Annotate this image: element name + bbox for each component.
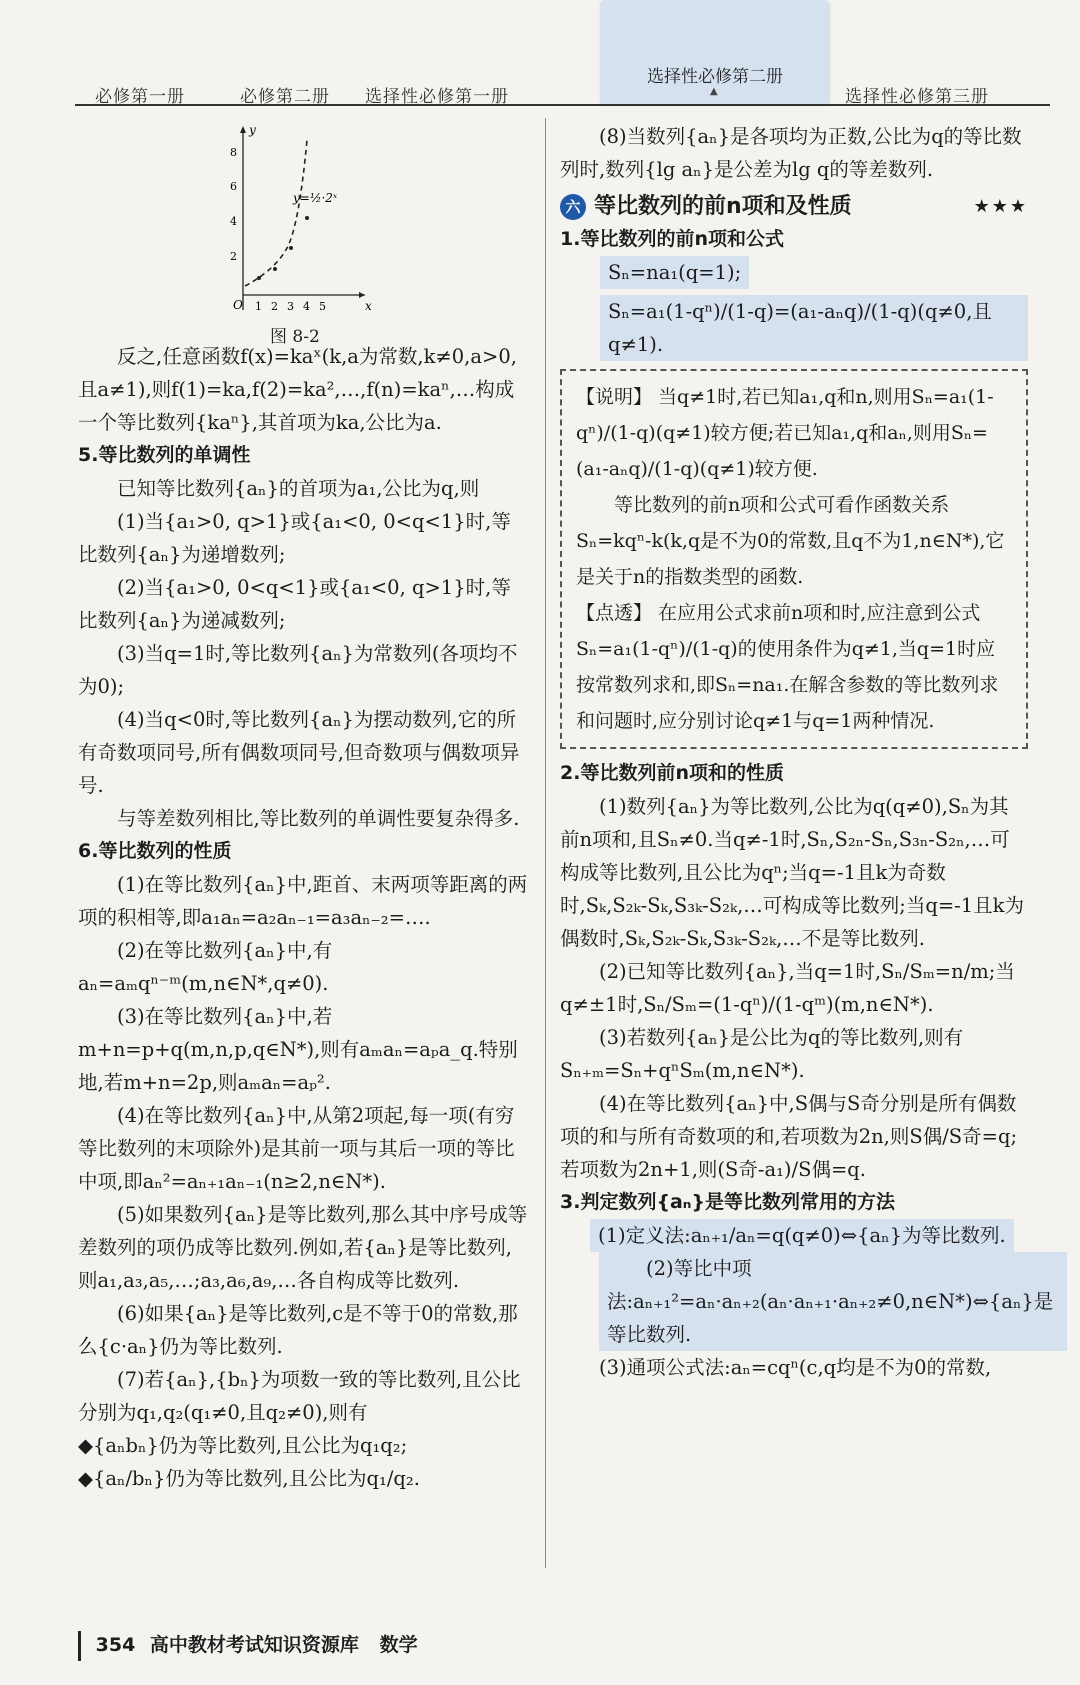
note-tip: 【点透】 在应用公式求前n项和时,应注意到公式Sₙ=a₁(1-qⁿ)/(1-q)的使用条件为q≠1,当q=1时应按常数列求和,即Sₙ=na₁.在解含参数的等比数列求和问题时,应分别讨论q≠1与q=1两种情况.	[576, 602, 999, 732]
heading-monotonicity: 5.等比数列的单调性	[78, 444, 251, 466]
paragraph: 反之,任意函数f(x)=kaˣ(k,a为常数,k≠0,a>0,且a≠1),则f(1)=ka,f(2)=ka²,…,f(n)=kaⁿ,…构成一个等比数列{kaⁿ},其首项为ka,公比为a.	[78, 345, 517, 434]
property-4: (4)在等比数列{aₙ}中,从第2项起,每一项(有穷等比数列的末项除外)是其前一项与其后一项的等比中项,即aₙ²=aₙ₊₁aₙ₋₁(n≥2,n∈N*).	[78, 1104, 515, 1193]
page-footer	[78, 1630, 418, 1661]
item-1: (1)当{a₁>0, q>1}或{a₁<0, 0<q<1}时,等比数列{aₙ}为递增数列;	[78, 510, 511, 566]
item-2: (2)当{a₁>0, 0<q<1}或{a₁<0, q>1}时,等比数列{aₙ}为递减数列;	[78, 576, 511, 632]
section-number-badge: 六	[560, 194, 586, 220]
property-8: (8)当数列{aₙ}是各项均为正数,公比为q的等比数列时,数列{lg aₙ}是公差为lg q的等差数列.	[560, 125, 1022, 181]
item-3: (3)当q=1时,等比数列{aₙ}为常数列(各项均不为0);	[78, 642, 518, 698]
tab-label-active: 选择性必修第二册	[647, 67, 783, 87]
heading-sum-formula: 1.等比数列的前n项和公式	[560, 228, 784, 250]
note-explain: 【说明】 当q≠1时,若已知a₁,q和n,则用Sₙ=a₁(1-qⁿ)/(1-q)(q≠1)较方便;若已知a₁,q和aₙ,则用Sₙ=(a₁-aₙq)/(1-q)(q≠1)较方便.	[576, 386, 994, 480]
method-2-text: (2)等比中项法:aₙ₊₁²=aₙ·aₙ₊₂(aₙ·aₙ₊₁·aₙ₊₂≠0,n∈N*)⇔{aₙ}是等比数列.	[599, 1252, 1067, 1351]
property-2: (2)在等比数列{aₙ}中,有aₙ=aₘqⁿ⁻ᵐ(m,n∈N*,q≠0).	[78, 939, 333, 995]
header-tabs	[0, 0, 1080, 110]
tab-5[interactable]: 选择性必修第三册	[845, 87, 989, 107]
property-3: (3)在等比数列{aₙ}中,若m+n=p+q(m,n,p,q∈N*),则有aₘaₙ=aₚa_q.特别地,若m+n=2p,则aₘaₙ=aₚ².	[78, 1005, 518, 1094]
x-tick: 2	[271, 300, 278, 313]
x-tick: 1	[255, 300, 262, 313]
bullet-2: ◆{aₙ/bₙ}仍为等比数列,且公比为q₁/q₂.	[78, 1467, 420, 1490]
caret-up-icon: ▲	[710, 86, 718, 97]
method-2	[560, 1252, 1054, 1351]
property-7: (7)若{aₙ},{bₙ}为项数一致的等比数列,且公比分别为q₁,q₂(q₁≠0,且q₂≠0),则有	[78, 1368, 521, 1424]
tab-2[interactable]: 必修第二册	[240, 87, 330, 107]
difficulty-stars: ★★★	[973, 196, 1028, 217]
x-axis-label: x	[365, 299, 372, 313]
y-tick: 8	[230, 146, 237, 159]
exponential-graph	[215, 120, 375, 320]
figure-caption: 图 8-2	[270, 327, 320, 347]
heading-sum-properties: 2.等比数列前n项和的性质	[560, 762, 784, 784]
note-box	[560, 369, 1028, 749]
formula-general	[560, 295, 1028, 361]
tab-1[interactable]: 必修第一册	[95, 87, 185, 107]
left-column	[78, 340, 528, 1495]
method-3: (3)通项公式法:aₙ=cqⁿ(c,q均是不为0的常数,	[599, 1356, 992, 1379]
y-axis-label: y	[249, 123, 256, 137]
column-divider	[545, 118, 546, 1568]
sum-property-1: (1)数列{aₙ}为等比数列,公比为q(q≠0),Sₙ为其前n项和,且Sₙ≠0.当q≠-1时,Sₙ,S₂ₙ-Sₙ,S₃ₙ-S₂ₙ,…可构成等比数列,且公比为qⁿ;当q=-1且k为奇数时,Sₖ,S₂ₖ-Sₖ,S₃ₖ-S₂ₖ,…可构成等比数列;当q=-1且k为偶数时,Sₖ,S₂ₖ-Sₖ,S₃ₖ-S₂ₖ,…不是等比数列.	[560, 795, 1024, 950]
x-tick: 4	[303, 300, 310, 313]
heading-properties: 6.等比数列的性质	[78, 840, 232, 862]
y-tick: 4	[230, 215, 237, 228]
section-title: 等比数列的前n项和及性质	[594, 194, 852, 219]
sum-property-4: (4)在等比数列{aₙ}中,S偶与S奇分别是所有偶数项的和与所有奇数项的和,若项数为2n,则S偶/S奇=q;若项数为2n+1,则(S奇-a₁)/S偶=q.	[560, 1092, 1018, 1181]
book-title: 高中教材考试知识资源库	[149, 1634, 359, 1656]
property-1: (1)在等比数列{aₙ}中,距首、末两项等距离的两项的积相等,即a₁aₙ=a₂aₙ₋₁=a₃aₙ₋₂=….	[78, 873, 528, 929]
section-heading	[560, 190, 1028, 223]
method-1	[560, 1219, 1028, 1252]
subject: 数学	[379, 1634, 418, 1656]
formula-general-text: Sₙ=a₁(1-qⁿ)/(1-q)=(a₁-aₙq)/(1-q)(q≠0,且q≠1).	[600, 295, 1028, 361]
heading-methods: 3.判定数列{aₙ}是等比数列常用的方法	[560, 1191, 895, 1213]
item-4: (4)当q<0时,等比数列{aₙ}为摆动数列,它的所有奇数项同号,所有偶数项同号,但奇数项与偶数项异号.	[78, 708, 520, 797]
sum-property-2: (2)已知等比数列{aₙ},当q=1时,Sₙ/Sₘ=n/m;当q≠±1时,Sₙ/Sₘ=(1-qⁿ)/(1-qᵐ)(m,n∈N*).	[560, 960, 1015, 1016]
property-6: (6)如果{aₙ}是等比数列,c是不等于0的常数,那么{c·aₙ}仍为等比数列.	[78, 1302, 518, 1358]
paragraph: 已知等比数列{aₙ}的首项为a₁,公比为q,则	[117, 477, 480, 500]
curve-formula: y=½·2ˣ	[293, 191, 338, 205]
formula-q1-text: Sₙ=na₁(q=1);	[600, 256, 749, 289]
y-tick: 2	[230, 250, 237, 263]
formula-q1	[560, 256, 1028, 289]
curve	[245, 140, 307, 286]
sum-property-3: (3)若数列{aₙ}是公比为q的等比数列,则有Sₙ₊ₘ=Sₙ+qⁿSₘ(m,n∈N*).	[560, 1026, 964, 1082]
right-column	[560, 120, 1054, 1384]
method-1-text: (1)定义法:aₙ₊₁/aₙ=q(q≠0)⇔{aₙ}为等比数列.	[590, 1219, 1014, 1252]
note-function: 等比数列的前n项和公式可看作函数关系Sₙ=kqⁿ-k(k,q是不为0的常数,且q不为1,n∈N*),它是关于n的指数类型的函数.	[576, 494, 1005, 588]
tab-3[interactable]: 选择性必修第一册	[365, 87, 509, 107]
footer-bar	[78, 1631, 81, 1661]
origin-label: O	[233, 298, 243, 312]
paragraph: 与等差数列相比,等比数列的单调性要复杂得多.	[117, 807, 520, 830]
property-5: (5)如果数列{aₙ}是等比数列,那么其中序号成等差数列的项仍成等比数列.例如,若{aₙ}是等比数列,则a₁,a₃,a₅,…;a₃,a₆,a₉,…各自构成等比数列.	[78, 1203, 528, 1292]
tab-active[interactable]	[600, 0, 830, 104]
x-tick: 5	[319, 300, 326, 313]
bullet-1: ◆{aₙbₙ}仍为等比数列,且公比为q₁q₂;	[78, 1434, 408, 1457]
x-tick: 3	[287, 300, 294, 313]
page-number: 354	[95, 1634, 136, 1656]
y-tick: 6	[230, 180, 237, 193]
